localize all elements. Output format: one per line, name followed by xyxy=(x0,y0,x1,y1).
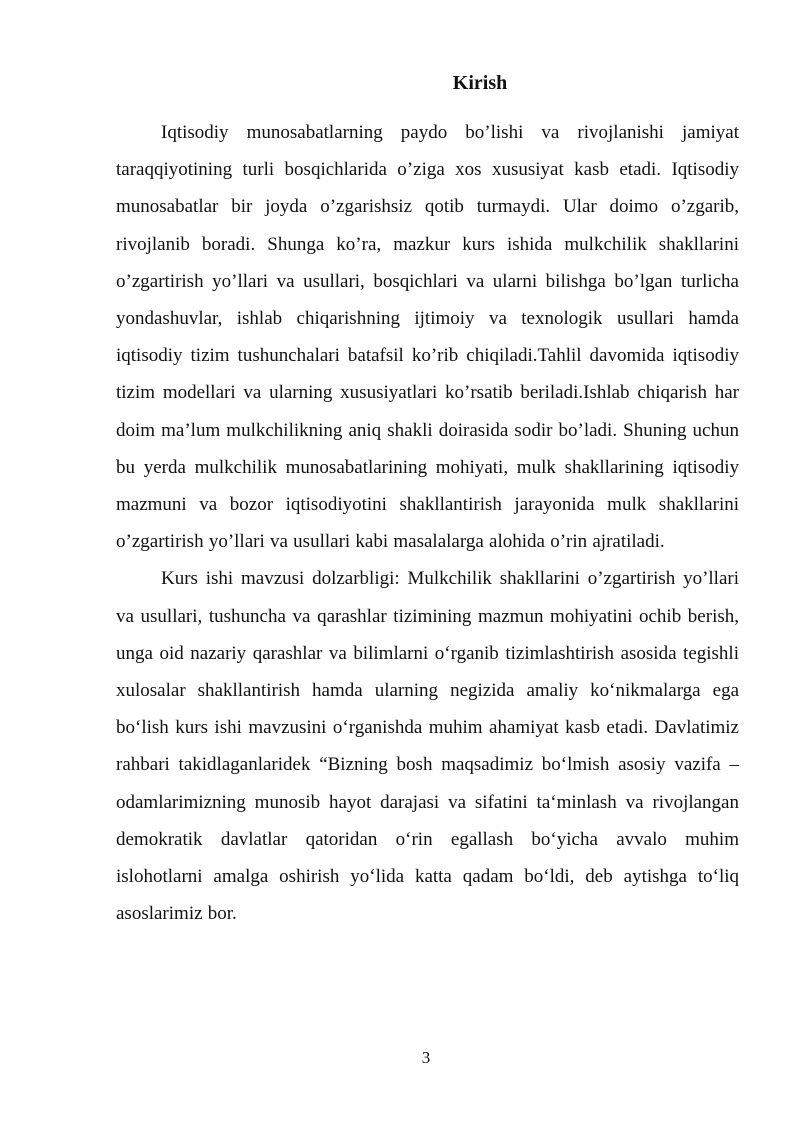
paragraph-relevance: Kurs ishi mavzusi dolzarbligi: Mulkchilik shakllarini o’zgartirish yo’llari va usullari, tushuncha va qarashlar tizimining mazmun mohiyatini ochib berish, unga oid nazariy qarashlar va bilimlarni o‘rganib tizimlashtirish asosida tegishli xulosalar shakllantirish hamda ularning negizida amaliy ko‘nikmalarga ega bo‘lish kurs ishi mavzusini o‘rganishda muhim ahamiyat kasb etadi. Davlatimiz rahbari takidlaganlaridek “Bizning bosh maqsadimiz bo‘lmish asosiy vazifa – odamlarimizning munosib hayot darajasi va sifatini ta‘minlash va rivojlangan demokratik davlatlar qatoridan o‘rin egallash bo‘yicha avvalo muhim islohotlarni amalga oshirish yo‘lida katta qadam bo‘ldi, deb aytishga to‘liq asoslarimiz bor. xyxy=(116,568,739,925)
page-title: Kirish xyxy=(452,72,508,94)
document-body xyxy=(116,114,739,932)
page-number: 3 xyxy=(421,1048,431,1067)
paragraph-introduction: Iqtisodiy munosabatlarning paydo bo’lishi va rivojlanishi jamiyat taraqqiyotining turli bosqichlarida o’ziga xos xususiyat kasb etadi. Iqtisodiy munosabatlar bir joyda o’zgarishsiz qotib turmaydi. Ular doimo o’zgarib, rivojlanib boradi. Shunga ko’ra, mazkur kurs ishida mulkchilik shakllarini o’zgartirish yo’llari va usullari, bosqichlari va ularni bilishga bo’lgan turlicha yondashuvlar, ishlab chiqarishning ijtimoiy va texnologik usullari hamda iqtisodiy tizim tushunchalari batafsil ko’rib chiqiladi.Tahlil davomida iqtisodiy tizim modellari va ularning xususiyatlari ko’rsatib beriladi.Ishlab chiqarish har doim ma’lum mulkchilikning aniq shakli doirasida sodir bo’ladi. Shuning uchun bu yerda mulkchilik munosabatlarining mohiyati, mulk shakllarining iqtisodiy mazmuni va bozor iqtisodiyotini shakllantirish jarayonida mulk shakllarini o’zgartirish yo’llari va usullari kabi masalalarga alohida o’rin ajratiladi. xyxy=(116,122,739,553)
